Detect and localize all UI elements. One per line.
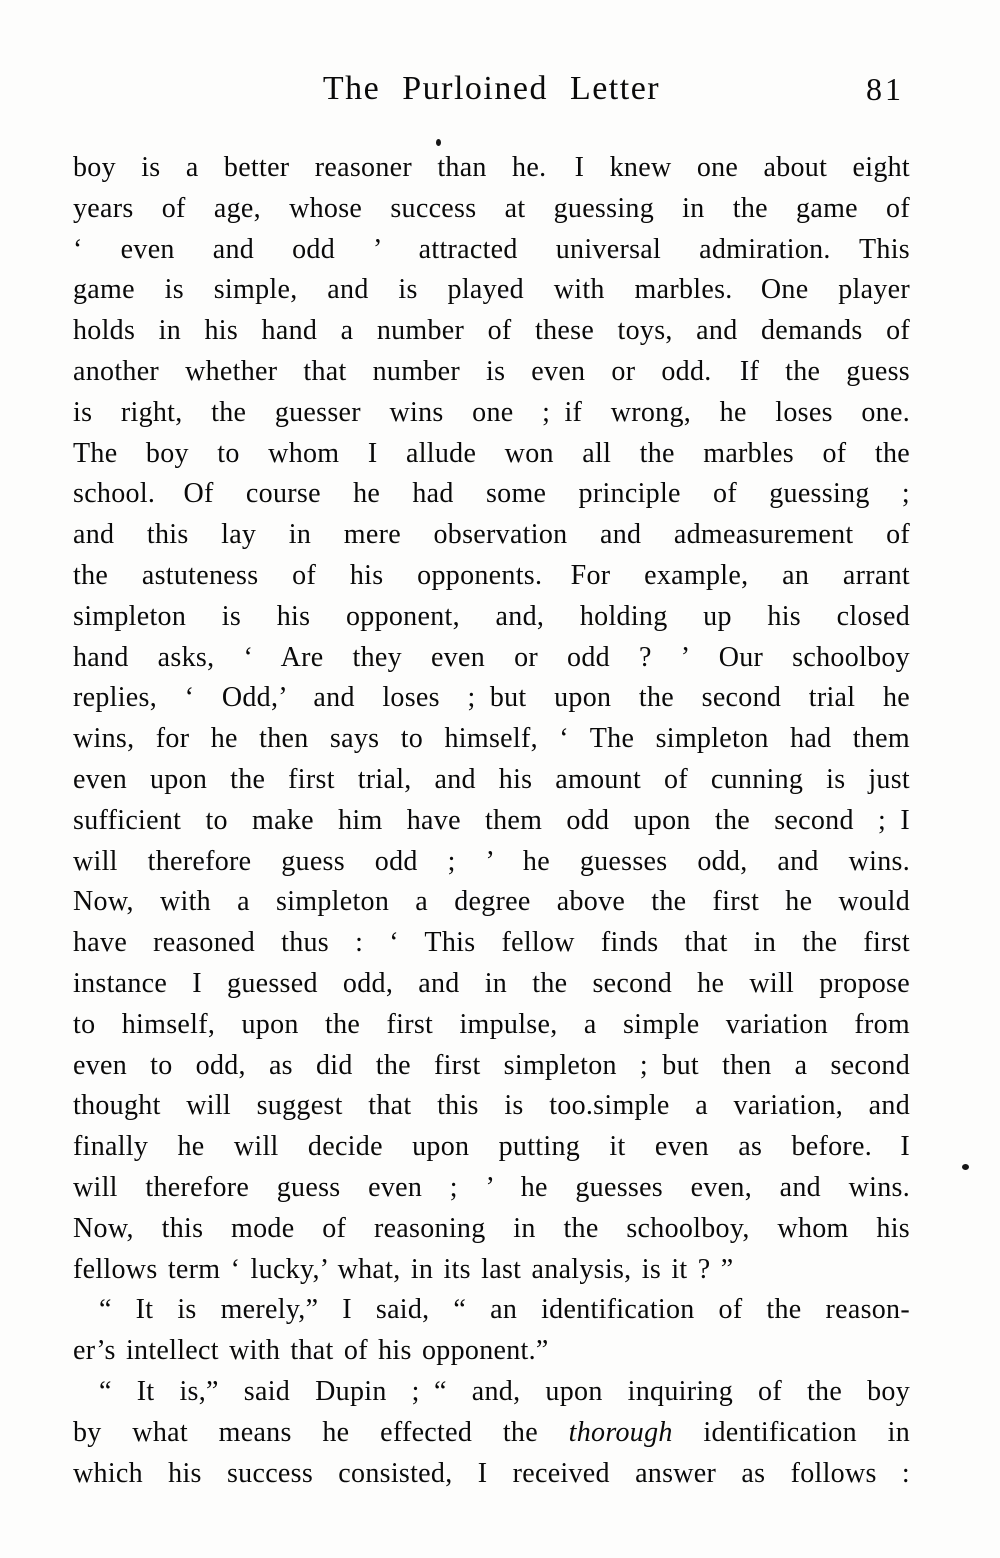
ink-speck (436, 139, 441, 146)
page-body (73, 148, 910, 1494)
text-line: Now, this mode of reasoning in the schoolboy, whom his (73, 1212, 910, 1244)
text-line: another whether that number is even or odd. If the guess (73, 355, 910, 387)
text-line: sufficient to make him have them odd upon the second ; I (73, 804, 910, 836)
text-line: holds in his hand a number of these toys, and demands of (73, 315, 910, 347)
text-line: have reasoned thus : ‘ This fellow finds that in the first (73, 927, 910, 959)
page-header (73, 68, 910, 110)
text-line (73, 1413, 910, 1454)
text-line: which his success consisted, I received answer as follows : (73, 1457, 910, 1489)
text-line: hand asks, ‘ Are they even or odd ? ’ Our schoolboy (73, 641, 910, 673)
text-line: will therefore guess odd ; ’ he guesses odd, and wins. (73, 845, 910, 877)
text-line: boy is a better reasoner than he. I knew one about eight (73, 152, 910, 183)
text-line: to himself, upon the first impulse, a simple variation from (73, 1008, 910, 1040)
text-segment: identification in (672, 1416, 910, 1448)
text-line: even to odd, as did the first simpleton ; but then a second (73, 1049, 910, 1081)
text-line: school. Of course he had some principle of guessing ; (73, 478, 910, 510)
text-line: “ It is,” said Dupin ; “ and, upon inquiring of the boy (99, 1375, 910, 1407)
text-line: simpleton is his opponent, and, holding up his closed (73, 600, 910, 632)
ink-speck (962, 1164, 969, 1170)
running-title: The Purloined Letter (322, 70, 661, 107)
text-line: even upon the first trial, and his amount of cunning is just (73, 763, 910, 795)
text-line: The boy to whom I allude won all the marbles of the (73, 437, 910, 469)
text-line: finally he will decide upon putting it even as before. I (73, 1131, 910, 1163)
text-line: wins, for he then says to himself, ‘ The simpleton had them (73, 723, 910, 755)
text-line: instance I guessed odd, and in the second he will propose (73, 967, 910, 999)
text-line: is right, the guesser wins one ; if wrong, he loses one. (73, 396, 910, 428)
text-line: the astuteness of his opponents. For example, an arrant (73, 559, 910, 591)
text-line: replies, ‘ Odd,’ and loses ; but upon the second trial he (73, 682, 910, 714)
text-line: er’s intellect with that of his opponent.” (73, 1335, 549, 1367)
text-line: and this lay in mere observation and admeasurement of (73, 519, 910, 551)
text-line: years of age, whose success at guessing in the game of (73, 192, 910, 224)
italic-word: thorough (568, 1416, 673, 1448)
text-line: ‘ even and odd ’ attracted universal admiration. This (73, 233, 910, 265)
text-line: fellows term ‘ lucky,’ what, in its last analysis, is it ? ” (73, 1253, 734, 1285)
text-line: Now, with a simpleton a degree above the first he would (73, 886, 910, 918)
text-segment: by what means he effected the (73, 1416, 569, 1448)
page-number: 81 (866, 71, 904, 107)
text-line: thought will suggest that this is too.simple a variation, and (73, 1090, 910, 1122)
text-line: will therefore guess even ; ’ he guesses even, and wins. (73, 1171, 910, 1203)
text-line: “ It is merely,” I said, “ an identification of the reason- (99, 1294, 910, 1326)
text-line: game is simple, and is played with marbles. One player (73, 274, 910, 306)
